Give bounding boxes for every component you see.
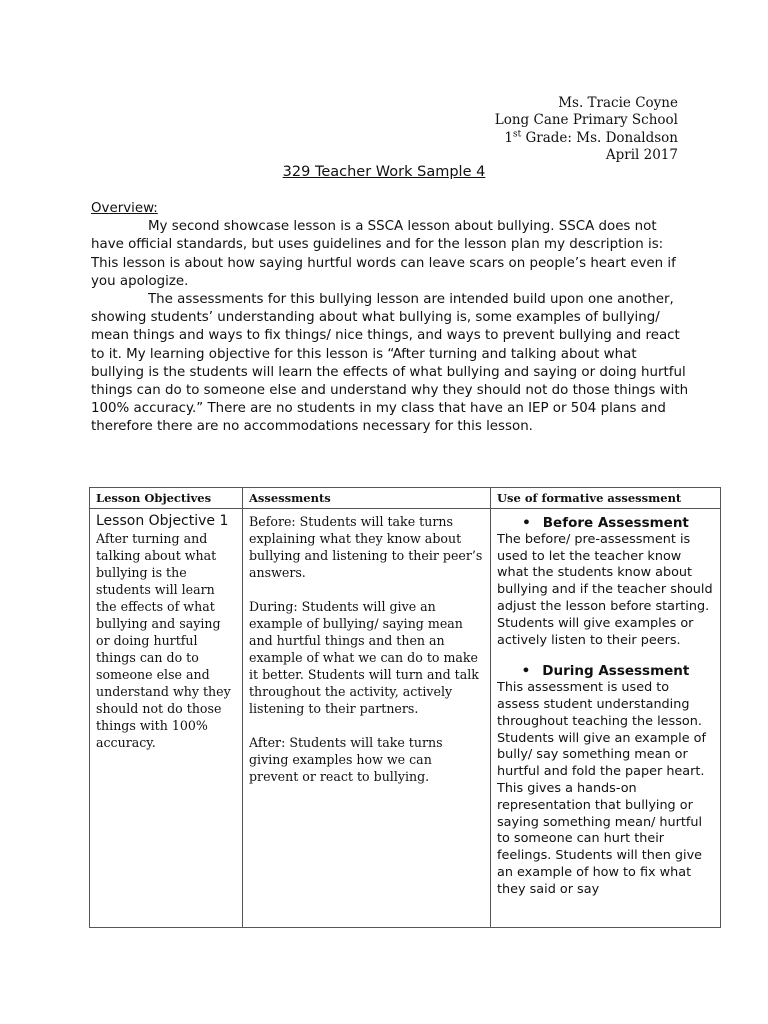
before-assessment-heading: • Before Assessment <box>497 515 714 532</box>
document-title: 329 Teacher Work Sample 4 <box>282 164 486 180</box>
header-assessments: Assessments <box>243 488 491 509</box>
objective-title: Lesson Objective 1 <box>96 513 229 529</box>
assessment-before: Before: Students will take turns explaining what they know about bullying and listening to their peer’s answers. <box>249 514 483 580</box>
formative-cell <box>491 509 721 928</box>
grade-teacher: Grade: Ms. Donaldson <box>521 129 678 146</box>
author-name: Ms. Tracie Coyne <box>558 95 678 111</box>
before-assessment-text: The before/ pre-assessment is used to let the teacher know what the students know about bullying and if the teacher should adjust the lesson before starting. Students will give examples or actively listen to their peers. <box>497 531 713 648</box>
overview-section <box>91 200 691 437</box>
objective-text: After turning and talking about what bullying is the students will learn the effects of what bullying and saying or doing hurtful things can do to someone else and understand why they should not do those things with 100% accuracy. <box>96 531 231 750</box>
overview-heading: Overview: <box>91 201 158 216</box>
assessment-during: During: Students will give an example of bullying/ saying mean and hurtful things and then an example of what we can do to make it better. Students will turn and talk throughout the activity, actively listening to their partners. <box>249 599 479 716</box>
grade-suffix: st <box>512 129 522 140</box>
table-header-row <box>90 488 721 509</box>
author-header <box>378 95 678 164</box>
overview-paragraph-3: The assessments for this bullying lesson are intended build upon one another, showing students’ understanding about what bullying is, some examples of bullying/ mean things and ways to fix things/ nice things, and ways to prevent bullying and react to it. My learning objective for this lesson is “After turning and talking about what bullying is the students will learn the effects of what bullying and saying or doing hurtful things can do to someone else and understand why they should not do those things with 100% accuracy.” There are no students in my class that have an IEP or 504 plans and therefore there are no accommodations necessary for this lesson. <box>91 292 689 435</box>
assessment-after: After: Students will take turns giving examples how we can prevent or react to bullying. <box>249 735 443 784</box>
during-assessment-heading: • During Assessment <box>497 663 714 680</box>
overview-paragraph-1: My second showcase lesson is a SSCA lesson about bullying. SSCA does not have official standards, but uses guidelines and for the lesson plan my description is: <box>91 219 664 253</box>
lesson-objectives-table <box>89 487 721 928</box>
assessments-cell <box>243 509 491 928</box>
school-name: Long Cane Primary School <box>494 112 678 129</box>
table-row <box>90 509 721 928</box>
header-lesson-objectives: Lesson Objectives <box>90 488 243 509</box>
objective-cell <box>90 509 243 928</box>
overview-paragraph-2: This lesson is about how saying hurtful words can leave scars on people’s heart even if you apologize. <box>91 255 676 289</box>
header-formative-use: Use of formative assessment <box>491 488 721 509</box>
document-date: April 2017 <box>605 146 678 163</box>
grade-number: 1 <box>504 129 513 146</box>
grade-line <box>378 130 678 147</box>
during-assessment-text: This assessment is used to assess student understanding throughout teaching the lesson. Students will give an example of bully/ say something mean or hurtful and fold the paper heart. This gives a hands-on representation that bullying or saying something mean/ hurtful to someone can hurt their feelings. Students will then give an example of how to fix what they said or say <box>497 680 707 897</box>
